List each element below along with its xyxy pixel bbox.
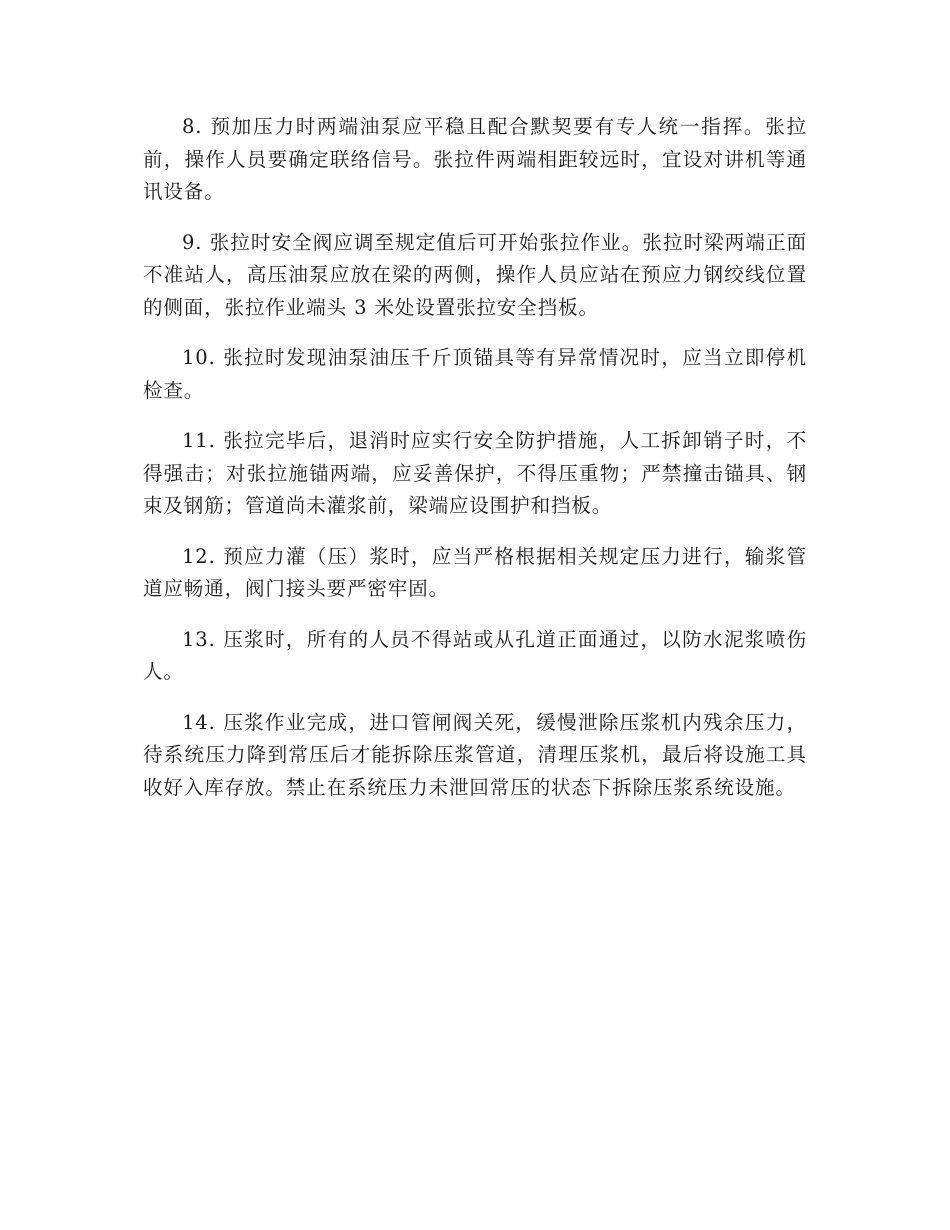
paragraph-item-11: 11. 张拉完毕后，退消时应实行安全防护措施，人工拆卸销子时，不得强击；对张拉施锚两端，应妥善保护，不得压重物；严禁撞击锚具、钢束及钢筋；管道尚未灌浆前，梁端应设围护和挡板。 [143,429,807,517]
paragraph-item-13: 13. 压浆时，所有的人员不得站或从孔道正面通过，以防水泥浆喷伤人。 [143,627,807,683]
paragraph-item-12: 12. 预应力灌（压）浆时，应当严格根据相关规定压力进行，输浆管道应畅通，阀门接头要严密牢固。 [143,544,807,600]
paragraph-item-14: 14. 压浆作业完成，进口管闸阀关死，缓慢泄除压浆机内残余压力，待系统压力降到常压后才能拆除压浆管道，清理压浆机，最后将设施工具收好入库存放。禁止在系统压力未泄回常压的状态下拆除压浆系统设施。 [143,710,807,799]
document-body [143,111,807,822]
paragraph-item-9: 9. 张拉时安全阀应调至规定值后可开始张拉作业。张拉时梁两端正面不准站人，高压油泵应放在梁的两侧，操作人员应站在预应力钢绞线位置的侧面，张拉作业端头 3 米处设置张拉安全挡板。 [143,230,807,319]
paragraph-item-8: 8. 预加压力时两端油泵应平稳且配合默契要有专人统一指挥。张拉前，操作人员要确定联络信号。张拉件两端相距较远时，宜设对讲机等通讯设备。 [143,115,807,203]
paragraph-item-10: 10. 张拉时发现油泵油压千斤顶锚具等有异常情况时，应当立即停机检查。 [143,346,807,402]
